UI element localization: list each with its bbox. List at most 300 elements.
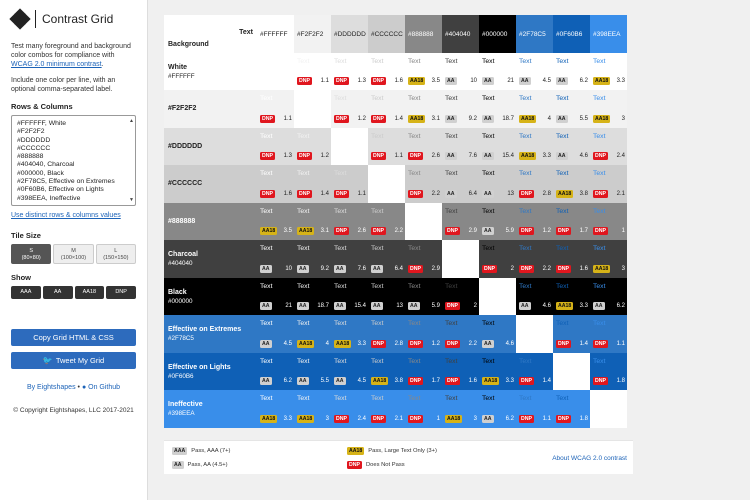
legend-badge-aa: AA	[174, 462, 182, 468]
grid-header-row	[164, 15, 627, 53]
grid-cell	[405, 390, 442, 428]
contrast-ratio: 1.1	[542, 415, 551, 422]
grid-body	[164, 53, 627, 428]
tile-size-s-button[interactable]	[11, 244, 51, 264]
rating-badge: DNP	[558, 265, 569, 272]
contrast-ratio: 3.3	[283, 415, 292, 422]
show-dnp-toggle[interactable]: DNP	[106, 286, 136, 299]
grid-cell	[405, 165, 442, 203]
rating-badge: AA	[484, 115, 492, 122]
sample-text: Text	[482, 170, 495, 177]
sample-text: Text	[260, 320, 273, 327]
sample-text: Text	[519, 395, 532, 402]
rating-badge: DNP	[373, 78, 384, 84]
grid-cell	[590, 203, 627, 241]
sample-text: Text	[334, 245, 347, 252]
sample-text: Text	[445, 320, 458, 327]
app-header	[11, 0, 136, 38]
grid-cell	[331, 165, 368, 203]
contrast-ratio: 1.6	[394, 78, 403, 84]
rating-badge: AA18	[595, 78, 609, 84]
rating-badge: DNP	[336, 415, 347, 422]
sample-text: Text	[334, 207, 347, 215]
sample-text: Text	[593, 132, 606, 140]
sample-text: Text	[371, 132, 384, 140]
contrast-ratio: 6.2	[616, 303, 625, 309]
contrast-ratio: 2.8	[542, 190, 551, 197]
grid-cell	[294, 278, 331, 316]
grid-cell	[257, 128, 294, 166]
sample-text: Text	[334, 357, 347, 365]
column-hex: #888888	[408, 31, 434, 38]
legend-item-aa18	[347, 447, 437, 455]
grid-cell	[257, 278, 294, 316]
grid-cell	[553, 90, 590, 128]
rating-badge: DNP	[595, 340, 606, 347]
contrast-ratio: 7.6	[468, 153, 477, 159]
rating-badge: AA	[336, 303, 344, 309]
legend	[164, 440, 633, 474]
column-header-2	[331, 15, 368, 53]
grid-cell	[553, 203, 590, 241]
rating-badge: AA18	[262, 228, 276, 234]
contrast-ratio: 6.4	[394, 265, 403, 272]
grid-cell	[590, 128, 627, 166]
sample-text: Text	[297, 357, 310, 365]
contrast-ratio: 6.2	[283, 378, 292, 384]
contrast-ratio: 9.2	[320, 265, 329, 272]
sample-text: Text	[408, 170, 421, 177]
sample-text: Text	[297, 170, 310, 177]
contrast-ratio: 4.6	[579, 153, 588, 159]
rating-badge: DNP	[299, 78, 310, 84]
show-filter-group	[11, 286, 136, 299]
sample-text: Text	[260, 282, 273, 290]
sample-text: Text	[445, 95, 458, 102]
grid-cell	[590, 240, 627, 278]
contrast-ratio: 6.4	[468, 190, 477, 197]
rating-badge: AA	[262, 340, 270, 347]
contrast-ratio: 1.7	[431, 378, 440, 384]
sample-text: Text	[482, 320, 495, 327]
contrast-ratio: 3.8	[579, 190, 588, 197]
rows-columns-value: #FFFFFF, White #F2F2F2 #DDDDDD #CCCCCC #888888 #404040, Charcoal #000000, Black #2F78C5, Effective on Extremes #0F60B6, Effective on Lights #398EEA, Ineffective	[17, 120, 115, 202]
tile-m-name: M	[71, 248, 76, 254]
grid-cell	[368, 278, 405, 316]
sample-text: Text	[371, 320, 384, 327]
column-header-6	[479, 15, 516, 53]
contrast-ratio: 3.3	[505, 378, 514, 384]
grid-cell	[257, 353, 294, 391]
contrast-ratio: 1.1	[394, 153, 403, 159]
grid-cell	[553, 240, 590, 278]
sample-text: Text	[556, 57, 569, 65]
contrast-ratio: 3.8	[394, 378, 403, 384]
contrast-ratio: 2.6	[357, 228, 366, 234]
eightshapes-link[interactable]: By Eightshapes	[26, 384, 76, 391]
rating-badge: DNP	[595, 228, 606, 234]
rating-badge: DNP	[447, 303, 458, 309]
grid-cell	[257, 90, 294, 128]
contrast-ratio: 21	[507, 78, 514, 84]
sample-text: Text	[334, 57, 347, 65]
row-header-5	[164, 240, 257, 278]
grid-cell	[405, 278, 442, 316]
rating-badge: DNP	[447, 340, 458, 347]
rating-badge: AA	[373, 303, 381, 309]
sample-text: Text	[482, 395, 495, 402]
row-name: Ineffective	[168, 401, 203, 408]
row-hex: #888888	[168, 217, 196, 225]
grid-cell	[479, 53, 516, 91]
grid-cell	[590, 90, 627, 128]
column-header-1	[294, 15, 331, 53]
legend-text-dnp: Does Not Pass	[365, 462, 405, 468]
rating-badge: AA	[484, 153, 492, 159]
grid-cell	[553, 165, 590, 203]
column-hex: #000000	[482, 31, 508, 38]
sample-text: Text	[297, 395, 310, 402]
sample-text: Text	[556, 170, 569, 177]
grid-cell	[479, 240, 516, 278]
grid-cell	[294, 353, 331, 391]
rating-badge: DNP	[521, 228, 532, 234]
tile-m-dims: (100×100)	[60, 254, 87, 261]
contrast-ratio: 2.2	[468, 340, 477, 347]
scroll-up-icon[interactable]: ▲	[129, 118, 134, 124]
rating-badge: AA	[484, 228, 492, 234]
contrast-ratio: 3	[325, 415, 329, 422]
rating-badge: DNP	[373, 115, 384, 122]
grid-cell	[442, 203, 479, 241]
row-header-3	[164, 165, 257, 203]
column-header-4	[405, 15, 442, 53]
rating-badge: DNP	[336, 115, 347, 122]
rating-badge: AA18	[595, 115, 609, 122]
sample-text: Text	[556, 207, 569, 215]
rating-badge: DNP	[595, 190, 606, 197]
contrast-ratio: 3.3	[357, 340, 366, 347]
contrast-ratio: 3.5	[283, 228, 292, 234]
grid-cell	[331, 90, 368, 128]
sample-text: Text	[482, 357, 495, 365]
row-header-2	[164, 128, 257, 166]
rows-columns-textarea[interactable]	[11, 115, 136, 206]
contrast-ratio: 1.2	[357, 115, 366, 122]
rating-badge: DNP	[447, 378, 458, 384]
contrast-ratio: 5.9	[505, 228, 514, 234]
rating-badge: AA	[447, 153, 455, 159]
contrast-ratio: 1.7	[579, 228, 588, 234]
intro-text-post: .	[101, 61, 104, 68]
sample-text: Text	[519, 95, 532, 102]
copyright-text: © Copyright Eightshapes, LLC 2017-2021	[13, 407, 134, 414]
sample-text: Text	[519, 357, 532, 365]
grid-cell	[553, 315, 590, 353]
contrast-ratio: 1.8	[616, 378, 625, 384]
rating-badge: AA	[558, 115, 566, 122]
grid-cell	[516, 278, 553, 316]
intro-text	[11, 42, 136, 69]
show-aaa-toggle[interactable]: AAA	[11, 286, 41, 299]
grid-cell-empty	[368, 165, 405, 203]
contrast-ratio: 13	[507, 190, 514, 197]
contrast-ratio: 1.3	[283, 153, 292, 159]
grid-cell	[553, 53, 590, 91]
sample-text: Text	[408, 132, 421, 140]
grid-row	[164, 128, 627, 166]
contrast-ratio: 2.9	[468, 228, 477, 234]
sample-text: Text	[556, 320, 569, 327]
sample-text: Text	[556, 395, 569, 402]
contrast-ratio: 3	[621, 115, 625, 122]
sample-text: Text	[334, 282, 347, 290]
contrast-ratio: 1.2	[320, 153, 329, 159]
credits-separator: •	[77, 384, 80, 391]
contrast-ratio: 2.9	[431, 265, 440, 272]
contrast-ratio: 5.9	[431, 303, 440, 309]
grid-cell-empty	[257, 53, 294, 91]
grid-cell	[368, 203, 405, 241]
rating-badge: DNP	[299, 190, 310, 197]
show-aa-toggle[interactable]: AA	[43, 286, 73, 299]
grid-cell	[479, 315, 516, 353]
grid-cell	[331, 353, 368, 391]
contrast-ratio: 4.5	[357, 378, 366, 384]
sample-text: Text	[297, 57, 310, 65]
sample-text: Text	[371, 357, 384, 365]
grid-row	[164, 90, 627, 128]
grid-cell	[257, 390, 294, 428]
grid-cell	[516, 390, 553, 428]
sample-text: Text	[519, 170, 532, 177]
rating-badge: AA18	[299, 340, 313, 347]
sample-text: Text	[593, 282, 606, 290]
contrast-ratio: 1	[436, 415, 440, 422]
tweet-button[interactable]	[11, 352, 136, 369]
grid-row	[164, 390, 627, 428]
tile-size-m-button[interactable]	[53, 244, 93, 264]
grid-cell	[590, 315, 627, 353]
contrast-ratio: 4	[547, 115, 551, 122]
contrast-ratio: 2.2	[542, 265, 551, 272]
rating-badge: DNP	[373, 415, 384, 422]
github-link[interactable]: On Github	[88, 384, 121, 391]
contrast-ratio: 6.2	[579, 78, 588, 84]
rating-badge: DNP	[521, 415, 532, 422]
legend-item-aaa	[172, 447, 230, 455]
rating-badge: AA18	[558, 190, 572, 197]
contrast-ratio: 2	[473, 303, 477, 309]
grid-corner	[164, 15, 257, 53]
grid-cell	[479, 203, 516, 241]
sample-text: Text	[334, 170, 347, 177]
contrast-ratio: 2.8	[394, 340, 403, 347]
sample-text: Text	[445, 207, 458, 215]
rating-badge: DNP	[558, 415, 569, 422]
contrast-ratio: 2	[510, 265, 514, 272]
rating-badge: AA18	[373, 378, 387, 384]
rating-badge: AA18	[336, 340, 350, 347]
column-hex: #FFFFFF	[260, 31, 288, 38]
grid-cell-empty	[516, 315, 553, 353]
rating-badge: AA18	[484, 378, 498, 384]
grid-cell	[442, 390, 479, 428]
sample-text: Text	[371, 57, 384, 65]
rating-badge: AA	[410, 303, 418, 309]
rating-badge: AA18	[521, 153, 535, 159]
sample-text: Text	[593, 245, 606, 252]
sample-text: Text	[260, 170, 273, 177]
grid-cell	[516, 353, 553, 391]
rating-badge: AA	[262, 303, 270, 309]
sample-text: Text	[482, 245, 495, 252]
sample-text: Text	[519, 132, 532, 140]
legend-badge-aaa: AAA	[174, 448, 186, 454]
show-aa18-toggle[interactable]: AA18	[75, 286, 105, 299]
grid-cell	[442, 53, 479, 91]
grid-cell	[590, 278, 627, 316]
contrast-ratio: 6.2	[505, 415, 514, 422]
sample-text: Text	[482, 95, 495, 102]
contrast-ratio: 21	[285, 303, 292, 309]
about-wcag-link[interactable]: About WCAG 2.0 contrast	[552, 455, 627, 462]
column-hex: #404040	[445, 31, 471, 38]
grid-cell	[368, 390, 405, 428]
grid-row	[164, 240, 627, 278]
grid-cell	[294, 165, 331, 203]
intro-text-pre: Test many foreground and background color combos for compliance with	[11, 43, 131, 59]
sample-text: Text	[593, 95, 606, 102]
rating-badge: DNP	[410, 378, 421, 384]
grid-cell	[553, 278, 590, 316]
contrast-ratio: 1.2	[542, 228, 551, 234]
contrast-ratio: 1.1	[320, 78, 329, 84]
sample-text: Text	[371, 95, 384, 102]
logo-divider	[35, 10, 36, 28]
grid-cell	[516, 90, 553, 128]
contrast-grid	[164, 15, 627, 428]
row-hex: #0F60B6	[168, 372, 194, 380]
textarea-scrollbar[interactable]	[129, 117, 134, 204]
credits-row	[11, 384, 136, 391]
sample-text: Text	[519, 245, 532, 252]
grid-cell-empty	[479, 278, 516, 316]
distinct-values-link[interactable]: Use distinct rows & columns values	[11, 212, 121, 219]
contrast-ratio: 18.7	[502, 115, 514, 122]
sample-text: Text	[445, 170, 458, 177]
grid-cell	[442, 165, 479, 203]
rating-badge: DNP	[410, 190, 421, 197]
rating-badge: DNP	[373, 340, 384, 347]
rating-badge: AA	[484, 190, 492, 197]
scroll-down-icon[interactable]: ▼	[129, 196, 134, 203]
grid-cell	[442, 128, 479, 166]
tweet-button-label: Tweet My Grid	[55, 356, 105, 365]
wcag-link[interactable]: WCAG 2.0 minimum contrast	[11, 61, 102, 68]
row-header-4	[164, 203, 257, 241]
grid-cell	[331, 315, 368, 353]
rating-badge: DNP	[595, 153, 606, 159]
row-name: Black	[168, 288, 187, 296]
contrast-ratio: 4	[325, 340, 329, 347]
corner-text-label: Text	[239, 29, 253, 36]
grid-cell	[442, 315, 479, 353]
sample-text: Text	[260, 95, 273, 102]
rating-badge: AA	[595, 303, 603, 309]
rating-badge: DNP	[521, 265, 532, 272]
contrast-ratio: 2.1	[394, 415, 403, 422]
rating-badge: AA	[447, 190, 455, 197]
sample-text: Text	[260, 132, 273, 140]
grid-cell	[405, 90, 442, 128]
grid-cell	[405, 240, 442, 278]
sample-text: Text	[297, 320, 310, 327]
grid-cell	[590, 165, 627, 203]
contrast-ratio: 5.5	[320, 378, 329, 384]
grid-cell	[405, 53, 442, 91]
grid-cell	[479, 90, 516, 128]
contrast-ratio: 5.5	[579, 115, 588, 122]
grid-cell	[257, 315, 294, 353]
tile-size-l-button[interactable]	[96, 244, 136, 264]
grid-cell	[516, 165, 553, 203]
rating-badge: AA18	[262, 415, 276, 422]
column-header-0	[257, 15, 294, 53]
row-name: Charcoal	[168, 251, 198, 258]
rating-badge: AA18	[299, 415, 313, 422]
grid-row	[164, 165, 627, 203]
row-hex: #F2F2F2	[168, 105, 197, 112]
legend-text-aaa: Pass, AAA (7+)	[191, 448, 231, 454]
copy-html-button[interactable]: Copy Grid HTML & CSS	[11, 329, 136, 346]
rating-badge: AA	[521, 78, 529, 84]
sample-text: Text	[260, 207, 273, 215]
contrast-ratio: 10	[470, 78, 477, 84]
grid-cell	[331, 278, 368, 316]
contrast-ratio: 1	[621, 228, 625, 234]
contrast-ratio: 3.1	[320, 228, 329, 234]
rating-badge: AA	[447, 78, 455, 84]
sample-text: Text	[297, 245, 310, 252]
contrast-ratio: 2.4	[616, 153, 625, 159]
row-hex: #000000	[168, 297, 193, 305]
rating-badge: DNP	[410, 415, 421, 422]
contrast-ratio: 3.5	[431, 78, 440, 84]
column-hex: #CCCCCC	[371, 31, 403, 38]
grid-cell	[331, 240, 368, 278]
sample-text: Text	[297, 207, 310, 215]
contrast-ratio: 4.5	[542, 78, 551, 84]
grid-cell	[368, 240, 405, 278]
rating-badge: AA	[521, 303, 529, 309]
sample-text: Text	[371, 245, 384, 252]
contrast-ratio: 10	[285, 265, 292, 272]
contrast-ratio: 9.2	[468, 115, 477, 122]
grid-cell	[442, 90, 479, 128]
rating-badge: DNP	[484, 265, 495, 272]
rating-badge: AA	[558, 153, 566, 159]
sample-text: Text	[297, 132, 310, 140]
grid-cell	[479, 165, 516, 203]
column-hex: #2F78C5	[519, 31, 546, 38]
sidebar	[0, 0, 148, 500]
rating-badge: AA	[336, 378, 344, 384]
rating-badge: AA	[558, 78, 566, 84]
column-header-5	[442, 15, 479, 53]
show-label: Show	[11, 273, 31, 282]
grid-cell	[257, 203, 294, 241]
